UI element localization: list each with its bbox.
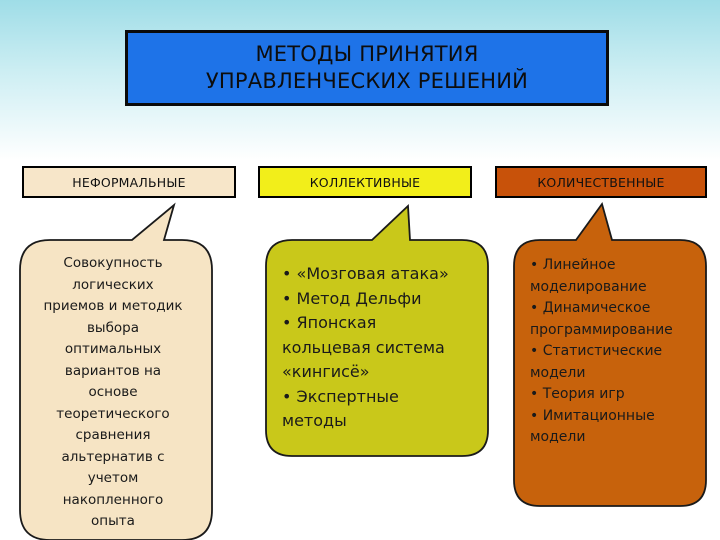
- list-item: модели: [530, 364, 586, 381]
- list-item: методы: [282, 411, 347, 430]
- text-line: основе: [88, 384, 138, 400]
- title-line-2: УПРАВЛЕНЧЕСКИХ РЕШЕНИЙ: [205, 69, 529, 93]
- list-item: программирование: [530, 321, 673, 338]
- list-item: • Теория игр: [530, 386, 625, 402]
- text-line: опыта: [91, 513, 135, 529]
- list-item: • «Мозговая атака»: [282, 264, 449, 283]
- text-line: теоретического: [56, 405, 170, 422]
- collective-methods-list: [282, 262, 477, 434]
- text-line: Совокупность: [63, 255, 163, 271]
- list-item: • Динамическое: [530, 300, 651, 316]
- list-item: • Линейное: [530, 257, 616, 273]
- text-line: оптимальных: [64, 341, 162, 357]
- list-item: • Японская: [282, 313, 377, 332]
- informal-description: [28, 253, 198, 533]
- text-line: логических: [72, 276, 154, 293]
- category-informal: НЕФОРМАЛЬНЫЕ: [22, 166, 236, 198]
- text-line: выбора: [86, 319, 140, 336]
- text-line: вариантов на: [64, 362, 162, 379]
- category-quantitative: КОЛИЧЕСТВЕННЫЕ: [495, 166, 707, 198]
- text-line: сравнения: [75, 427, 151, 443]
- list-item: модели: [530, 429, 586, 445]
- text-line: альтернатив с: [61, 448, 165, 465]
- text-line: учетом: [87, 470, 139, 486]
- text-line: накопленного: [62, 491, 164, 508]
- title-line-1: МЕТОДЫ ПРИНЯТИЯ: [255, 42, 479, 66]
- list-item: кольцевая система: [282, 337, 445, 357]
- list-item: • Метод Дельфи: [282, 288, 422, 308]
- list-item: • Статистические: [530, 343, 663, 359]
- list-item: моделирование: [530, 278, 647, 295]
- text-line: приемов и методик: [43, 298, 183, 314]
- list-item: «кингисё»: [282, 362, 370, 381]
- list-item: • Имитационные: [530, 407, 655, 424]
- category-collective: КОЛЛЕКТИВНЫЕ: [258, 166, 472, 198]
- quantitative-methods-list: [530, 255, 700, 449]
- list-item: • Экспертные: [282, 386, 399, 406]
